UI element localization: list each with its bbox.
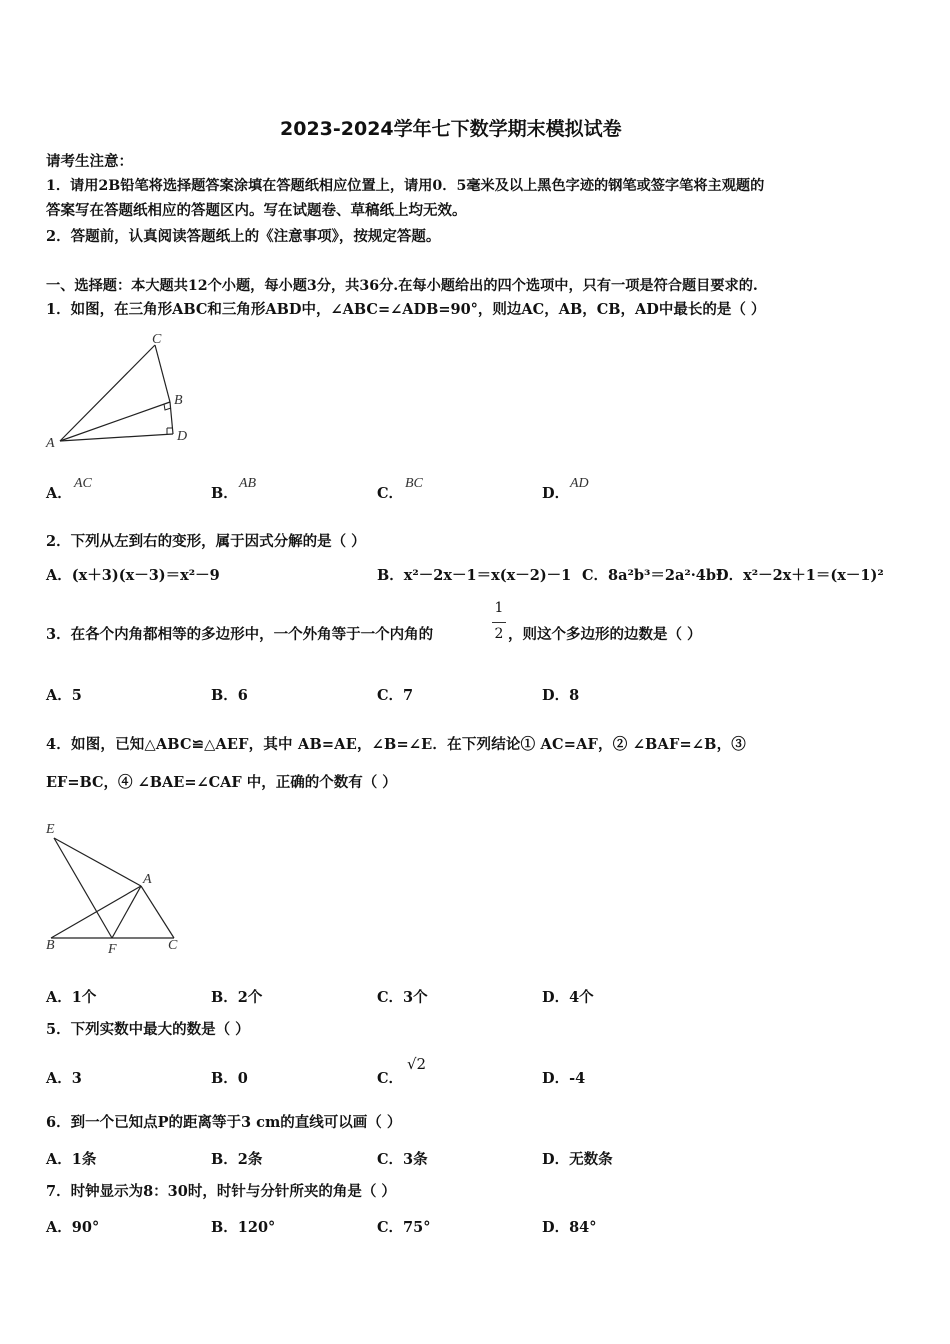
q3-option-c: C．7: [377, 687, 414, 704]
q4-label-e: E: [46, 822, 55, 837]
q5-option-a: A．3: [46, 1070, 82, 1087]
notice-line-1: 1．请用2B铅笔将选择题答案涂填在答题纸相应位置上，请用0．5毫米及以上黑色字迹的钢笔或签字笔将主观题的: [46, 178, 765, 194]
question-3-stem-a: 3．在各个内角都相等的多边形中，一个外角等于一个内角的: [46, 626, 434, 643]
notice-line-3: 2．答题前，认真阅读答题纸上的《注意事项》，按规定答题。: [46, 228, 441, 245]
q6-option-a: A．1条: [46, 1151, 97, 1168]
q3-fraction-numerator: 1: [494, 600, 504, 616]
q4-label-a: A: [143, 872, 152, 887]
q4-option-b: B．2个: [211, 989, 263, 1006]
q7-option-d: D．84°: [542, 1219, 597, 1236]
q5-option-c-value: √2: [407, 1055, 427, 1073]
q6-option-c: C．3条: [377, 1151, 428, 1168]
q1-label-d: D: [177, 429, 188, 444]
q6-option-d: D．无数条: [542, 1151, 613, 1168]
q3-option-a: A．5: [46, 687, 82, 704]
q2-option-b: B．x²－2x－1＝x(x－2)－1: [377, 567, 572, 584]
q3-option-b: B．6: [211, 687, 248, 704]
q1-label-c: C: [152, 332, 162, 347]
question-4-line-2: EF=BC，④ ∠BAE=∠CAF 中，正确的个数有（ ）: [46, 774, 397, 791]
q5-option-d: D．-4: [542, 1070, 586, 1087]
question-4-figure: [44, 824, 194, 949]
question-7-stem: 7．时钟显示为8：30时，时针与分针所夹的角是（ ）: [46, 1183, 396, 1200]
q3-option-d: D．8: [542, 687, 580, 704]
q4-label-c: C: [168, 938, 178, 953]
q7-option-c: C．75°: [377, 1219, 431, 1236]
q5-option-b: B．0: [211, 1070, 248, 1087]
question-1-stem: 1．如图，在三角形ABC和三角形ABD中，∠ABC=∠ADB=90°，则边AC，AB，CB，AD中最长的是（ ）: [46, 301, 766, 318]
question-3-stem-b: ，则这个多边形的边数是（ ）: [508, 626, 702, 643]
q5-option-c: C．: [377, 1070, 404, 1087]
q7-option-a: A．90°: [46, 1219, 100, 1236]
question-2-stem: 2．下列从左到右的变形，属于因式分解的是（ ）: [46, 533, 366, 550]
notice-heading: 请考生注意：: [46, 153, 133, 170]
q1-option-a-value: AC: [74, 476, 92, 491]
q7-option-b: B．120°: [211, 1219, 276, 1236]
q1-option-b: B．: [211, 485, 238, 502]
notice-line-2: 答案写在答题纸相应的答题区内。写在试题卷、草稿纸上均无效。: [46, 202, 467, 219]
q1-option-c: C．: [377, 485, 404, 502]
q3-fraction-bar: [492, 622, 506, 623]
q4-option-c: C．3个: [377, 989, 428, 1006]
section-heading: 一、选择题：本大题共12个小题，每小题3分，共36分.在每小题给出的四个选项中，只有一项是符合题目要求的.: [46, 278, 758, 294]
q4-label-b: B: [46, 938, 55, 953]
question-1-figure: [40, 330, 200, 450]
question-4-line-1: 4．如图，已知△ABC≌△AEF，其中 AB=AE，∠B=∠E．在下列结论① AC=AF，② ∠BAF=∠B，③: [46, 736, 746, 753]
q2-option-d: D．x²－2x＋1＝(x－1)²: [716, 567, 884, 584]
q1-label-a: A: [46, 436, 55, 451]
q6-option-b: B．2条: [211, 1151, 263, 1168]
q2-option-a: A．(x＋3)(x－3)＝x²－9: [46, 567, 220, 584]
q1-option-a: A．: [46, 485, 72, 502]
q1-option-c-value: BC: [405, 476, 423, 491]
q1-option-d: D．: [542, 485, 570, 502]
page-title: 2023-2024学年七下数学期末模拟试卷: [280, 118, 622, 140]
q1-label-b: B: [174, 393, 183, 408]
q3-fraction-denominator: 2: [494, 626, 504, 642]
q1-option-d-value: AD: [570, 476, 589, 491]
q2-option-c: C．8a²b³＝2a²·4b³: [582, 567, 723, 584]
q4-label-f: F: [108, 942, 117, 957]
question-6-stem: 6．到一个已知点P的距离等于3 cm的直线可以画（ ）: [46, 1114, 402, 1131]
q4-option-a: A．1个: [46, 989, 97, 1006]
question-5-stem: 5．下列实数中最大的数是（ ）: [46, 1021, 250, 1038]
q4-option-d: D．4个: [542, 989, 594, 1006]
q1-option-b-value: AB: [239, 476, 257, 491]
